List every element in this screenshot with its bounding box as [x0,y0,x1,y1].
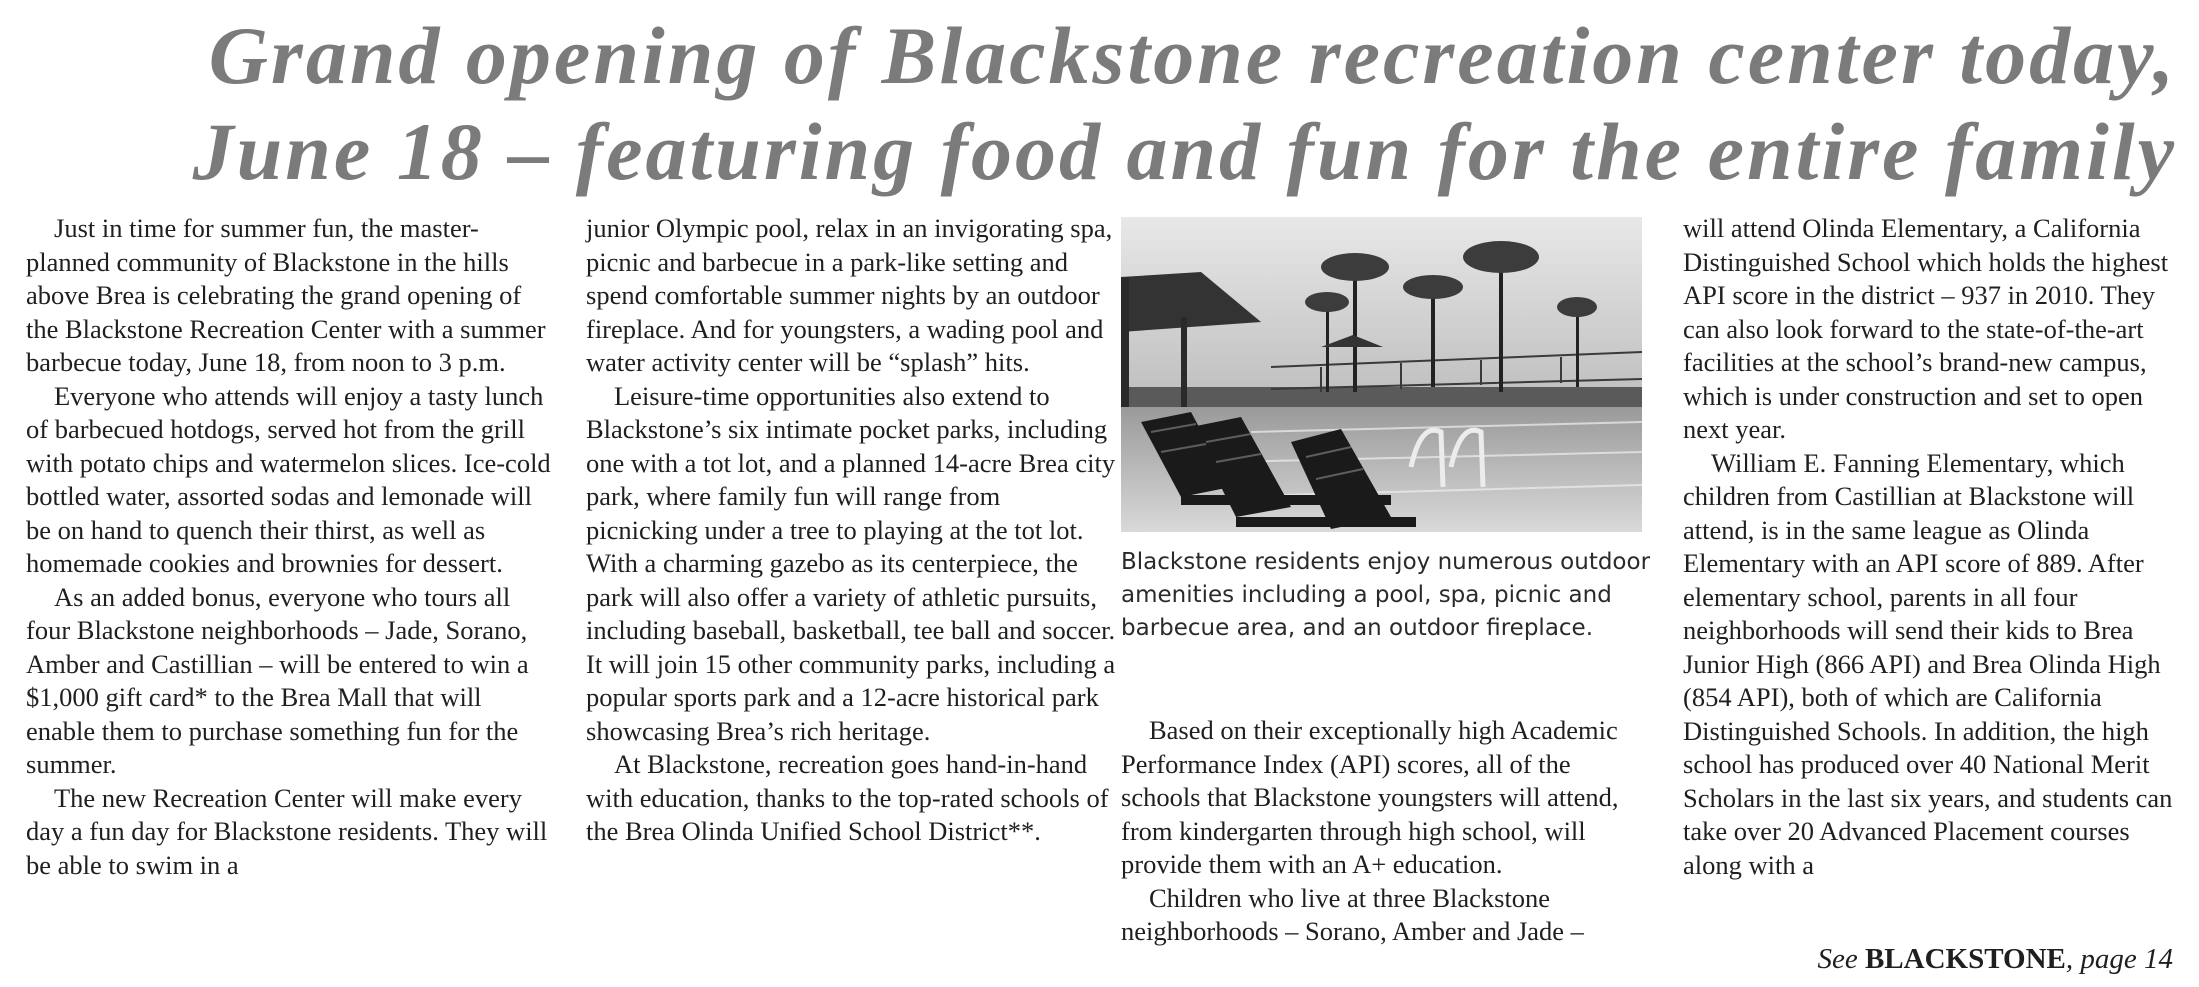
continuation-target: BLACKSTONE [1864,943,2066,975]
continuation-page: , page 14 [2065,943,2173,975]
column-2-paragraph-1: junior Olympic pool, relax in an invigorating spa, picnic and barbecue in a park-like setting and spend comfortable summer nights by an outdoor fireplace. And for youngsters, a wading pool and water activity center will be “splash” hits. [586,213,1113,377]
pool-photo [1121,217,1642,532]
headline-line-1: Grand opening of Blackstone recreation center today, [208,10,2177,101]
headline-line-2: June 18 – featuring food and fun for the entire family [192,106,2177,197]
column-1-paragraph-3: As an added bonus, everyone who tours all four Blackstone neighborhoods – Jade, Sorano, Amber and Castillian – will be entered to win a $1,000 gift card* to the Brea Mall that will enable them to purchase something fun for the summer. [26,581,529,779]
article-column-1 [26,212,556,882]
column-2-paragraph-2: Leisure-time opportunities also extend to Blackstone’s six intimate pocket parks, including one with a tot lot, and a planned 14-acre Brea city park, where family fun will range from picnicking under a tree to playing at the tot lot. With a charming gazebo as its centerpiece, the park will also offer a variety of athletic pursuits, including baseball, basketball, tee ball and soccer. It will join 15 other community parks, including a popular sports park and a 12-acre historical park showcasing Brea’s rich heritage. [586,380,1116,746]
article-column-2 [586,212,1116,849]
article-column-4 [1683,212,2183,882]
column-1-paragraph-4: The new Recreation Center will make every day a fun day for Blackstone residents. They will be able to swim in a [26,782,548,880]
continuation-see: See [1817,943,1858,975]
headline [17,8,2177,200]
column-4-paragraph-2: William E. Fanning Elementary, which children from Castillian at Blackstone will attend, is in the same league as Olinda Elementary with an API score of 889. After elementary school, parents in all four neighborhoods will send their kids to Brea Junior High (866 API) and Brea Olinda High (854 API), both of which are California Distinguished Schools. In addition, the high school has produced over 40 National Merit Scholars in the last six years, and students can take over 20 Advanced Placement courses along with a [1683,447,2173,880]
article-column-3 [1121,714,1651,949]
continuation-reference [1817,941,2173,977]
column-1-paragraph-1: Just in time for summer fun, the master-planned community of Blackstone in the hills above Brea is celebrating the grand opening of the Blackstone Recreation Center with a summer barbecue today, June 18, from noon to 3 p.m. [26,213,546,377]
column-3-paragraph-1: Based on their exceptionally high Academic Performance Index (API) scores, all of the schools that Blackstone youngsters will attend, from kindergarten through high school, will provide them with an A+ education. [1121,715,1619,879]
photo-caption: Blackstone residents enjoy numerous outdoor amenities including a pool, spa, picnic and barbecue area, and an outdoor fireplace. [1121,549,1651,641]
column-1-paragraph-2: Everyone who attends will enjoy a tasty lunch of barbecued hotdogs, served hot from the grill with potato chips and watermelon slices. Ice-cold bottled water, assorted sodas and lemonade will be on hand to quench their thirst, as well as homemade cookies and brownies for dessert. [26,380,551,578]
column-2-paragraph-3: At Blackstone, recreation goes hand-in-hand with education, thanks to the top-rated schools of the Brea Olinda Unified School District**. [586,749,1109,846]
pool-photo-image [1121,217,1642,532]
column-3-paragraph-2: Children who live at three Blackstone neighborhoods – Sorano, Amber and Jade – [1121,882,1584,946]
column-4-paragraph-1: will attend Olinda Elementary, a California Distinguished School which holds the highest API score in the district – 937 in 2010. They can also look forward to the state-of-the-art facilities at the school’s brand-new campus, which is under construction and set to open next year. [1683,213,2169,444]
